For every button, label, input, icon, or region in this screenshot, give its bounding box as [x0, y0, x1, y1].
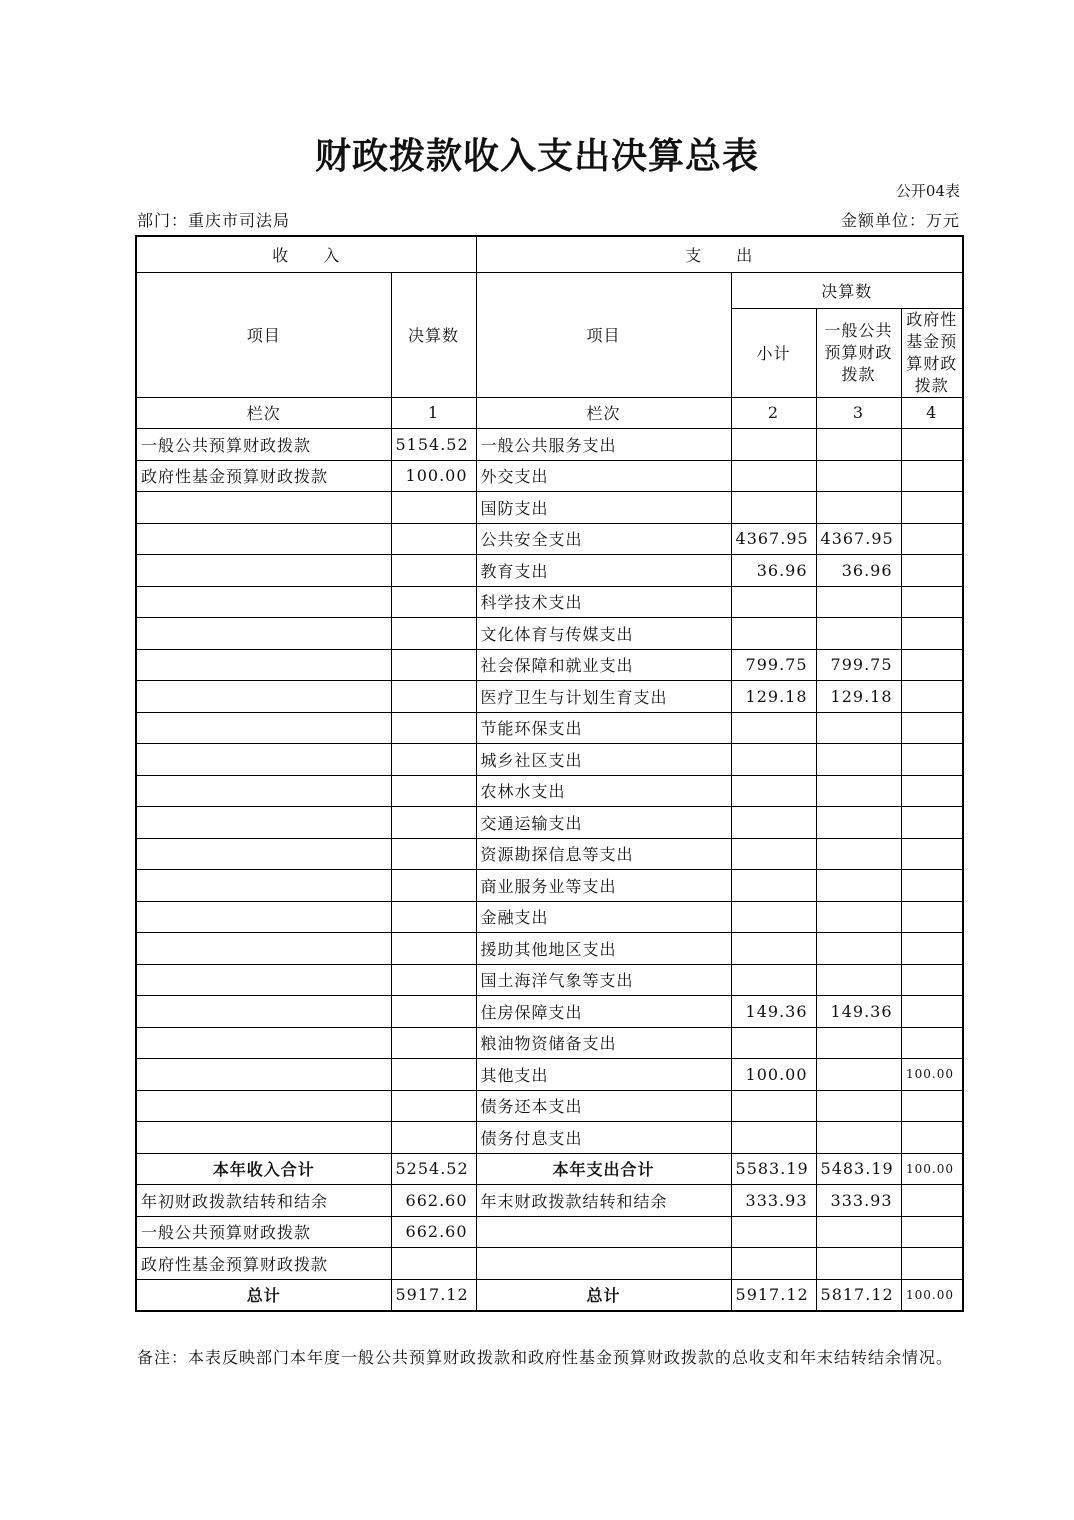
- expense-general-budget: [816, 1059, 901, 1091]
- expense-subtotal: 5917.12: [731, 1279, 816, 1311]
- table-row: [136, 933, 963, 965]
- table-row: [136, 523, 963, 555]
- carry-row: [136, 1185, 963, 1217]
- expense-subtotal: [731, 1027, 816, 1059]
- table-row: [136, 1059, 963, 1091]
- table-row: [136, 460, 963, 492]
- expense-gov-fund: [901, 429, 963, 461]
- expense-item: 债务付息支出: [476, 1122, 731, 1154]
- expense-item: 债务还本支出: [476, 1090, 731, 1122]
- expense-item: [476, 1216, 731, 1248]
- expense-item: 医疗卫生与计划生育支出: [476, 681, 731, 713]
- expense-gov-fund: [901, 870, 963, 902]
- income-item: 一般公共预算财政拨款: [136, 429, 391, 461]
- column-number: 3: [816, 397, 901, 429]
- income-total-amount: 5917.12: [391, 1279, 476, 1311]
- grand-total-row: [136, 1279, 963, 1311]
- expense-general-budget: 333.93: [816, 1185, 901, 1217]
- expense-gov-fund: [901, 649, 963, 681]
- income-amount-header: 决算数: [391, 272, 476, 397]
- expense-subtotal: 5583.19: [731, 1153, 816, 1185]
- expense-item: 国土海洋气象等支出: [476, 964, 731, 996]
- expense-item: 金融支出: [476, 901, 731, 933]
- form-number: 公开04表: [895, 182, 960, 200]
- page-title: 财政拨款收入支出决算总表: [314, 136, 759, 177]
- expense-item: 住房保障支出: [476, 996, 731, 1028]
- income-item: [136, 1027, 391, 1059]
- expense-total-label: 总计: [476, 1279, 731, 1311]
- expense-general-budget: [816, 1216, 901, 1248]
- table-row: [136, 838, 963, 870]
- expense-item: 粮油物资储备支出: [476, 1027, 731, 1059]
- expense-subtotal: [731, 870, 816, 902]
- expense-subtotal: [731, 744, 816, 776]
- expense-general-budget: 5817.12: [816, 1279, 901, 1311]
- income-amount: [391, 649, 476, 681]
- expense-gov-fund: [901, 712, 963, 744]
- income-amount: 100.00: [391, 460, 476, 492]
- income-item: [136, 775, 391, 807]
- table-row: [136, 1090, 963, 1122]
- expense-general-budget: [816, 460, 901, 492]
- income-amount: [391, 996, 476, 1028]
- income-item: 年初财政拨款结转和结余: [136, 1185, 391, 1217]
- expense-general-budget: [816, 775, 901, 807]
- department-label: 部门：重庆市司法局: [137, 211, 291, 230]
- income-item: [136, 1090, 391, 1122]
- table-row: [136, 775, 963, 807]
- table-row: [136, 870, 963, 902]
- expense-subtotal: [731, 901, 816, 933]
- expense-subtotal: [731, 807, 816, 839]
- income-amount: [391, 775, 476, 807]
- expense-gov-fund: [901, 933, 963, 965]
- expense-gov-fund: [901, 618, 963, 650]
- expense-general-budget: [816, 838, 901, 870]
- expense-gov-fund: [901, 586, 963, 618]
- expense-general-budget: [816, 807, 901, 839]
- expense-general-budget: [816, 1027, 901, 1059]
- year-total-row: [136, 1153, 963, 1185]
- expense-subtotal: [731, 933, 816, 965]
- expense-general-budget: 4367.95: [816, 523, 901, 555]
- income-amount: [391, 1090, 476, 1122]
- expense-general-budget: [816, 744, 901, 776]
- income-amount: [391, 523, 476, 555]
- expense-gov-fund: [901, 523, 963, 555]
- income-amount: [391, 555, 476, 587]
- expense-item: 资源勘探信息等支出: [476, 838, 731, 870]
- carry-row: [136, 1216, 963, 1248]
- income-amount: [391, 744, 476, 776]
- carry-row: [136, 1248, 963, 1280]
- expense-gov-fund: [901, 807, 963, 839]
- income-amount: [391, 901, 476, 933]
- expense-gov-fund: 100.00: [901, 1279, 963, 1311]
- income-total-label: 总计: [136, 1279, 391, 1311]
- expense-subtotal: 4367.95: [731, 523, 816, 555]
- expense-subtotal: 129.18: [731, 681, 816, 713]
- income-item: [136, 964, 391, 996]
- general-budget-header: 一般公共预算财政拨款: [816, 308, 901, 397]
- expense-subtotal: [731, 429, 816, 461]
- expense-subtotal: [731, 492, 816, 524]
- table-row: [136, 492, 963, 524]
- expense-general-budget: 5483.19: [816, 1153, 901, 1185]
- expense-general-budget: [816, 964, 901, 996]
- expense-general-budget: [816, 870, 901, 902]
- income-total-label: 本年收入合计: [136, 1153, 391, 1185]
- income-item: [136, 555, 391, 587]
- table-row: [136, 586, 963, 618]
- expense-subtotal: [731, 1090, 816, 1122]
- expense-item: 外交支出: [476, 460, 731, 492]
- expense-subtotal: 100.00: [731, 1059, 816, 1091]
- expense-item: 科学技术支出: [476, 586, 731, 618]
- expense-item: 教育支出: [476, 555, 731, 587]
- income-amount: [391, 586, 476, 618]
- expense-gov-fund: 100.00: [901, 1153, 963, 1185]
- table-row: [136, 712, 963, 744]
- expense-item: 农林水支出: [476, 775, 731, 807]
- expense-gov-fund: [901, 775, 963, 807]
- column-number: 2: [731, 397, 816, 429]
- income-item: 政府性基金预算财政拨款: [136, 460, 391, 492]
- column-label: 栏次: [476, 397, 731, 429]
- income-item: 政府性基金预算财政拨款: [136, 1248, 391, 1280]
- expense-gov-fund: [901, 1122, 963, 1154]
- income-item: [136, 649, 391, 681]
- expense-subtotal: 333.93: [731, 1185, 816, 1217]
- income-amount: [391, 681, 476, 713]
- table-row: [136, 807, 963, 839]
- expense-gov-fund: [901, 555, 963, 587]
- income-item: [136, 744, 391, 776]
- expense-general-budget: 129.18: [816, 681, 901, 713]
- income-item: [136, 807, 391, 839]
- income-amount: [391, 933, 476, 965]
- income-amount: [391, 1059, 476, 1091]
- expense-section-header: 支 出: [476, 236, 963, 272]
- column-number: 1: [391, 397, 476, 429]
- expense-subtotal: [731, 712, 816, 744]
- fiscal-appropriation-table: [135, 235, 964, 1312]
- income-amount: [391, 1248, 476, 1280]
- income-amount: [391, 618, 476, 650]
- expense-item: 援助其他地区支出: [476, 933, 731, 965]
- footnote: 备注：本表反映部门本年度一般公共预算财政拨款和政府性基金预算财政拨款的总收支和年末结转结余情况。: [137, 1348, 954, 1367]
- income-item: [136, 870, 391, 902]
- table-row: [136, 555, 963, 587]
- expense-subtotal: [731, 838, 816, 870]
- expense-gov-fund: [901, 996, 963, 1028]
- subtotal-header: 小计: [731, 308, 816, 397]
- expense-subtotal: [731, 460, 816, 492]
- income-item: [136, 838, 391, 870]
- table-row: [136, 429, 963, 461]
- gov-fund-header: 政府性基金预算财政拨款: [901, 308, 963, 397]
- expense-gov-fund: [901, 964, 963, 996]
- table-row: [136, 744, 963, 776]
- income-amount: [391, 1122, 476, 1154]
- expense-gov-fund: [901, 1185, 963, 1217]
- column-label: 栏次: [136, 397, 391, 429]
- expense-general-budget: [816, 1090, 901, 1122]
- table-row: [136, 681, 963, 713]
- expense-general-budget: [816, 586, 901, 618]
- expense-subtotal: [731, 618, 816, 650]
- expense-item: 城乡社区支出: [476, 744, 731, 776]
- expense-item-header: 项目: [476, 272, 731, 397]
- income-amount: [391, 838, 476, 870]
- income-item: [136, 492, 391, 524]
- income-amount: [391, 870, 476, 902]
- table-row: [136, 964, 963, 996]
- income-amount: [391, 807, 476, 839]
- income-amount: 662.60: [391, 1216, 476, 1248]
- amount-unit-label: 金额单位：万元: [840, 211, 960, 230]
- expense-subtotal: [731, 1248, 816, 1280]
- expense-general-budget: [816, 901, 901, 933]
- expense-subtotal: [731, 586, 816, 618]
- income-item: [136, 1059, 391, 1091]
- expense-general-budget: [816, 712, 901, 744]
- expense-general-budget: 36.96: [816, 555, 901, 587]
- expense-general-budget: [816, 618, 901, 650]
- expense-gov-fund: [901, 1248, 963, 1280]
- income-amount: [391, 964, 476, 996]
- expense-item: 节能环保支出: [476, 712, 731, 744]
- column-number: 4: [901, 397, 963, 429]
- income-amount: 5154.52: [391, 429, 476, 461]
- table-row: [136, 996, 963, 1028]
- income-total-amount: 5254.52: [391, 1153, 476, 1185]
- expense-subtotal: 799.75: [731, 649, 816, 681]
- table-row: [136, 1122, 963, 1154]
- expense-general-budget: 149.36: [816, 996, 901, 1028]
- expense-item: 国防支出: [476, 492, 731, 524]
- expense-gov-fund: [901, 1027, 963, 1059]
- expense-item: 年末财政拨款结转和结余: [476, 1185, 731, 1217]
- expense-gov-fund: [901, 492, 963, 524]
- expense-gov-fund: [901, 1216, 963, 1248]
- expense-general-budget: [816, 492, 901, 524]
- expense-item: 公共安全支出: [476, 523, 731, 555]
- expense-gov-fund: [901, 681, 963, 713]
- income-item: [136, 1122, 391, 1154]
- expense-subtotal: [731, 1216, 816, 1248]
- expense-subtotal: [731, 775, 816, 807]
- income-item: [136, 618, 391, 650]
- expense-gov-fund: [901, 901, 963, 933]
- expense-subtotal: [731, 1122, 816, 1154]
- table-row: [136, 1027, 963, 1059]
- income-amount: [391, 492, 476, 524]
- expense-gov-fund: [901, 460, 963, 492]
- income-amount: [391, 712, 476, 744]
- expense-amount-header: 决算数: [731, 272, 963, 308]
- table-row: [136, 901, 963, 933]
- expense-item: 社会保障和就业支出: [476, 649, 731, 681]
- expense-subtotal: 149.36: [731, 996, 816, 1028]
- expense-gov-fund: 100.00: [901, 1059, 963, 1091]
- income-item: [136, 681, 391, 713]
- expense-general-budget: 799.75: [816, 649, 901, 681]
- expense-gov-fund: [901, 1090, 963, 1122]
- expense-subtotal: [731, 964, 816, 996]
- expense-general-budget: [816, 1248, 901, 1280]
- expense-subtotal: 36.96: [731, 555, 816, 587]
- expense-gov-fund: [901, 838, 963, 870]
- income-amount: 662.60: [391, 1185, 476, 1217]
- expense-gov-fund: [901, 744, 963, 776]
- income-item: [136, 901, 391, 933]
- expense-general-budget: [816, 1122, 901, 1154]
- expense-item: 交通运输支出: [476, 807, 731, 839]
- income-item: [136, 996, 391, 1028]
- income-item: [136, 586, 391, 618]
- income-section-header: 收 入: [136, 236, 476, 272]
- expense-general-budget: [816, 429, 901, 461]
- income-amount: [391, 1027, 476, 1059]
- expense-general-budget: [816, 933, 901, 965]
- income-item-header: 项目: [136, 272, 391, 397]
- expense-total-label: 本年支出合计: [476, 1153, 731, 1185]
- expense-item: 商业服务业等支出: [476, 870, 731, 902]
- expense-item: 文化体育与传媒支出: [476, 618, 731, 650]
- expense-item: [476, 1248, 731, 1280]
- table-row: [136, 618, 963, 650]
- income-item: [136, 523, 391, 555]
- income-item: [136, 712, 391, 744]
- income-item: 一般公共预算财政拨款: [136, 1216, 391, 1248]
- expense-item: 其他支出: [476, 1059, 731, 1091]
- table-row: [136, 649, 963, 681]
- income-item: [136, 933, 391, 965]
- expense-item: 一般公共服务支出: [476, 429, 731, 461]
